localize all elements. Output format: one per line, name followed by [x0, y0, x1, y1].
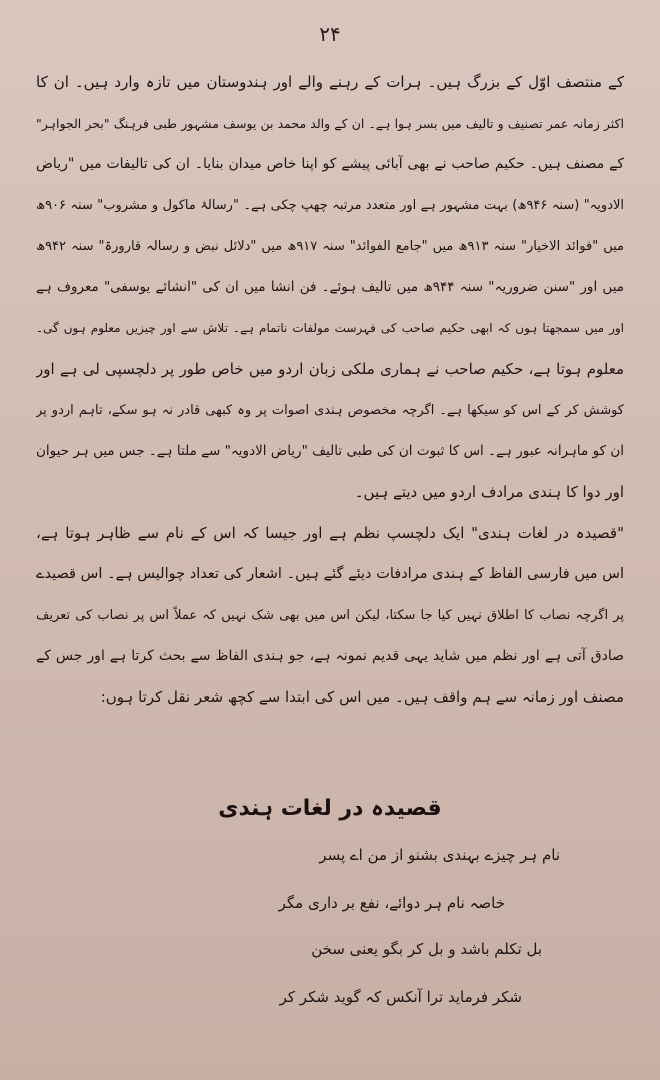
poem-heading: قصیدہ در لغات ہندی [218, 796, 442, 821]
text-line: اور دوا کا ہندی مرادف اردو میں دیتے ہیں۔ [354, 483, 624, 501]
text-line: اور میں سمجھتا ہوں کہ ابھی حکیم صاحب کی فہرست مولفات ناتمام ہے۔ تلاش سے اور چیزیں معلوم ہوں گی۔ [36, 321, 624, 335]
text-line: "قصیدہ در لغات ہندی" ایک دلچسپ نظم ہے اور جیسا کہ اس کے نام سے ظاہر ہوتا ہے، [36, 524, 624, 542]
text-line: اس میں فارسی الفاظ کے ہندی مرادفات دیئے گئے ہیں۔ اشعار کی تعداد چوالیس ہے۔ اس قصیدے [36, 566, 624, 582]
text-line: ان کو ماہرانہ عبور ہے۔ اس کا ثبوت ان کی طبی تالیف "ریاض الادویہ" سے ملتا ہے۔ جس میں ہر حیوان [36, 443, 624, 459]
text-line: الادویہ" (سنہ ۹۴۶ھ) بہت مشہور ہے اور متعدد مرتبہ چھپ چکی ہے۔ "رسالۂ ماکول و مشروب" سنہ ۹۰۶ھ [36, 198, 624, 213]
text-line: میں اور "سنن ضروریہ" سنہ ۹۴۴ھ میں تالیف ہوئے۔ فن انشا میں ان کی "انشائے یوسفی" معروف ہے [36, 279, 624, 295]
text-line: معلوم ہوتا ہے، حکیم صاحب نے ہماری ملکی زبان اردو میں خاص طور پر دلچسپی لی ہے اور [36, 360, 624, 378]
text-line: میں "فوائد الاخیار" سنہ ۹۱۳ھ میں "جامع الفوائد" سنہ ۹۱۷ھ میں "دلائل نبض و رسالہ قارورۃ" سنہ ۹۴۲ھ [36, 239, 624, 254]
verse-line: شکر فرماید ترا آنکس کہ گوید شکر کر [279, 988, 522, 1006]
text-line: اکثر زمانہ عمر تصنیف و تالیف میں بسر ہوا ہے۔ ان کے والد محمد بن یوسف مشہور طبی فرہنگ "بحر الجواہر" [36, 116, 624, 131]
page-number: ۲۴ [319, 22, 341, 46]
text-line: کے مصنف ہیں۔ حکیم صاحب نے بھی آبائی پیشے کو اپنا خاص میدان بنایا۔ ان کی تالیفات میں "ریاض [36, 156, 624, 172]
verse-line: خاصہ نام ہر دوائے، نفع بر داری مگر [278, 894, 505, 912]
verse-line: بل تکلم باشد و بل کر بگو یعنی سخن [311, 940, 542, 958]
text-line: کوشش کر کے اس کو سیکھا ہے۔ اگرچہ مخصوص ہندی اصوات پر وہ کبھی قادر نہ ہو سکے، تاہم اردو پر [36, 403, 624, 418]
text-line: کے منتصف اوّل کے بزرگ ہیں۔ ہرات کے رہنے والے اور ہندوستان میں تازہ وارد ہیں۔ ان کا [36, 73, 624, 91]
verse-line: نام ہر چیزے بہندی بشنو از من اے پسر [319, 846, 560, 864]
body-paragraphs [36, 62, 624, 718]
text-line: صادق آتی ہے اور نظم میں شاید یہی قدیم نمونہ ہے، جو ہندی الفاظ سے بحث کرتا ہے اور جس کے [36, 648, 624, 664]
text-line: پر اگرچہ نصاب کا اطلاق نہیں کیا جا سکتا، لیکن اس میں بھی شک نہیں کہ عملاً اس پر نصاب کی تعریف [36, 608, 624, 623]
text-line: مصنف اور زمانہ سے ہم واقف ہیں۔ میں اس کی ابتدا سے کچھ شعر نقل کرتا ہوں: [100, 688, 624, 706]
